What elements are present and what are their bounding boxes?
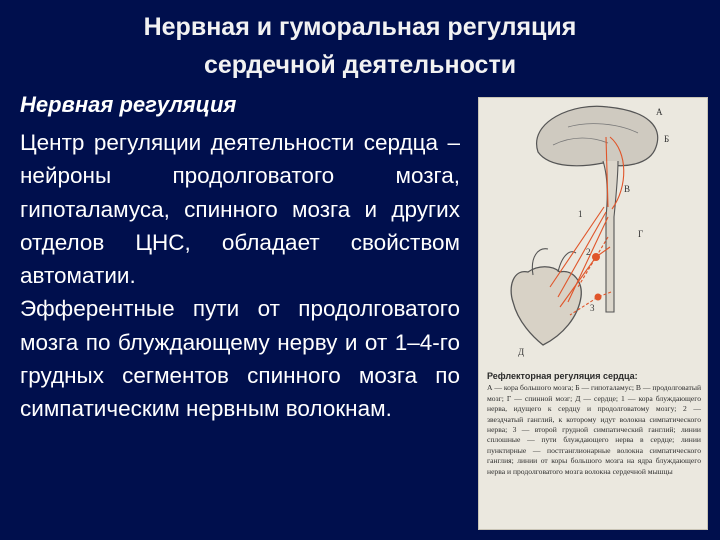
label-d: Д [518,347,525,357]
caption-title: Рефлекторная регуляция сердца: [487,371,638,381]
section-heading: Нервная регуляция [20,92,237,117]
paragraph-efferent: Эфферентные пути от продолговатого мозга по блуждающему нерву и от 1–4-го грудных сегментов спинного мозга по симпатическим нервным волокнам. [20,296,460,422]
brain-cortex [537,106,658,166]
label-3: 3 [590,303,595,313]
label-1: 1 [578,209,583,219]
heart-regulation-diagram [478,97,708,367]
body-text [20,126,460,426]
thoracic-ganglion [595,294,602,301]
heart-shape [511,267,581,345]
label-v: В [624,184,631,194]
slide-title [0,8,720,84]
title-line-2: сердечной деятельности [203,51,517,79]
reflex-regulation-figure [478,97,708,530]
spinal-cord [603,161,618,312]
paragraph-center: Центр регуляции деятельности сердца – нейроны продолговатого мозга, гипоталамуса, спинного мозга и других отделов ЦНС, обладает свойством автоматии. [20,130,460,289]
label-2: 2 [586,247,591,257]
label-a: А [656,107,663,117]
label-g: Г [638,229,644,239]
label-b: Б [664,134,670,144]
title-line-1: Нервная и гуморальная регуляция [143,13,577,41]
figure-caption [487,371,701,477]
caption-body: А — кора большого мозга; Б — гипоталамус; В — продолговатый мозг; Г — спинной мозг; Д — сердце; 1 — кора блуждающего нерва, идущего к сердцу и продолговатому мозгу; 2 — звездчатый ганглий, к которому идут волокна симпатического нерва; 3 — второй грудной симпатический ганглий; линии сплошные — пути блуждающего нерва в сердце; линии пунктирные — постганглионарные волокна симпатического ганглия; линии от коры большого мозга на ядра блуждающего нерва и продолговатого мозга волокна сердечной мышцы [487,383,702,476]
